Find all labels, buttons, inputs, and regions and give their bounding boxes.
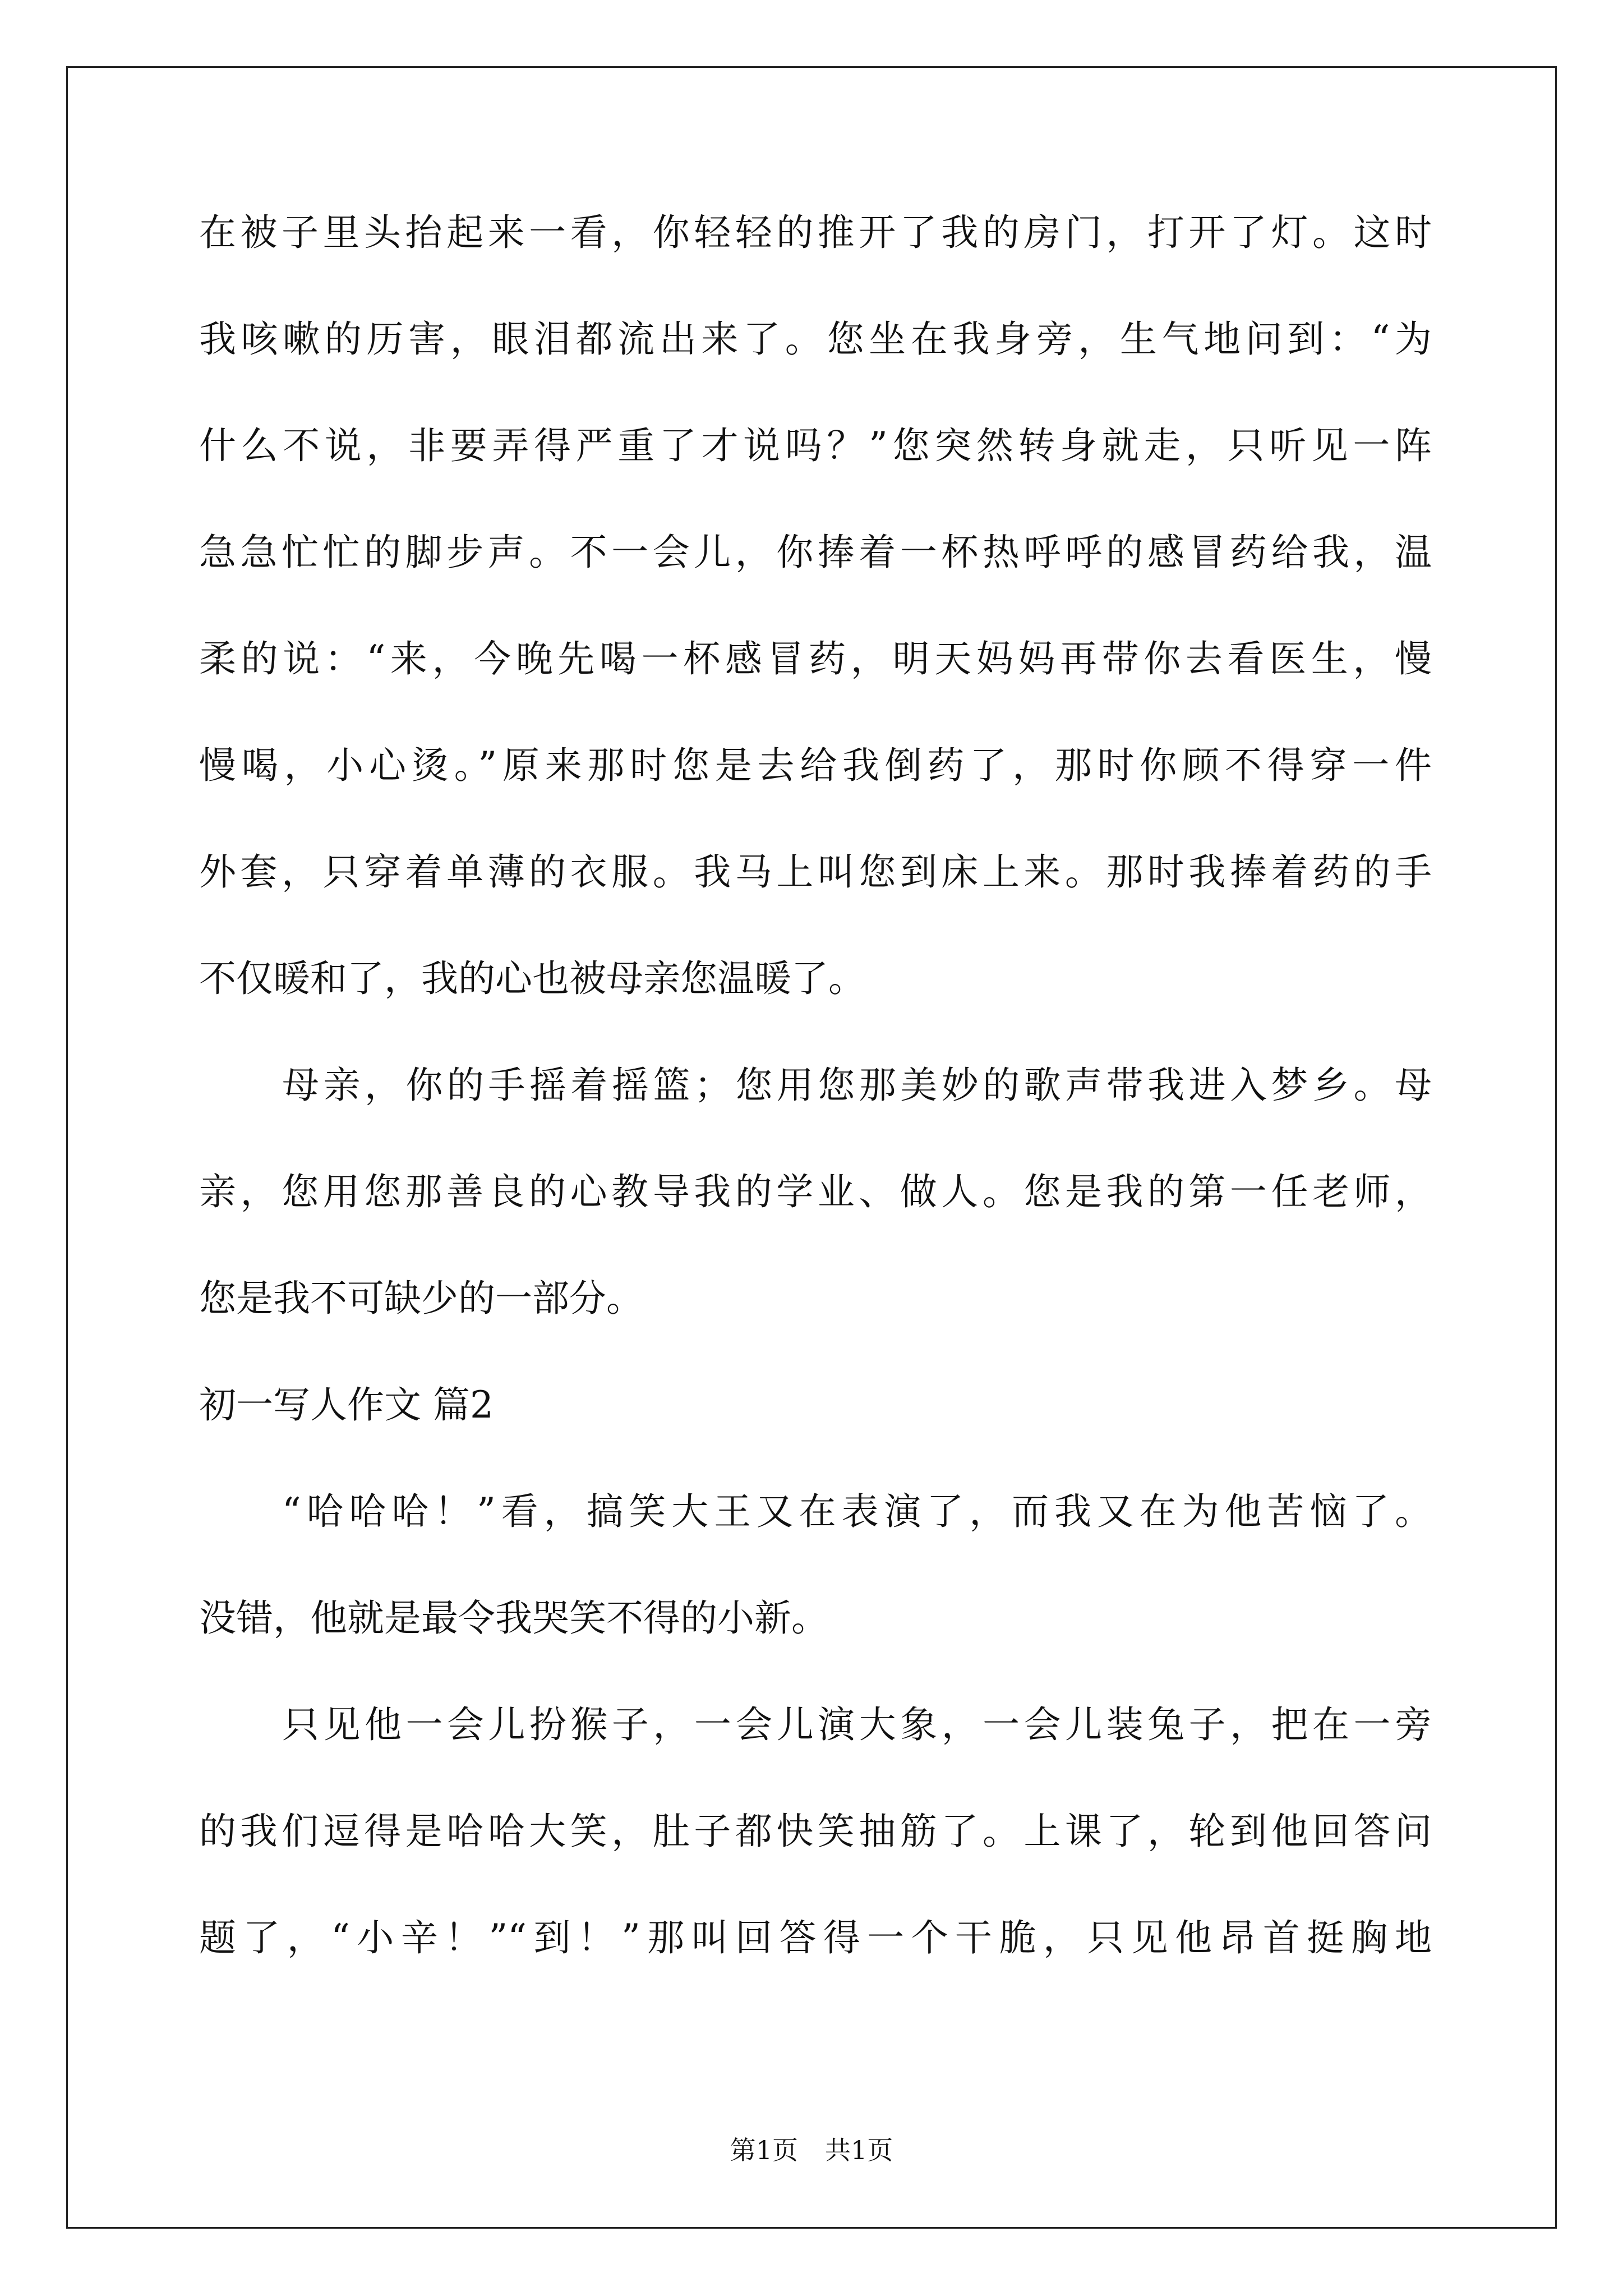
text-line: 不仅暖和了，我的心也被母亲您温暖了。 <box>199 957 865 1000</box>
text-line: 在被子里头抬起来一看，你轻轻的推开了我的房门，打开了灯。这时 <box>199 211 1432 254</box>
text-line: 外套，只穿着单薄的衣服。我马上叫您到床上来。那时我捧着药的手 <box>199 850 1432 894</box>
text-line: 没错，他就是最令我哭笑不得的小新。 <box>199 1596 828 1640</box>
text-line: 题了，“小辛！”“到！”那叫回答得一个干脆，只见他昂首挺胸地 <box>199 1916 1432 1959</box>
text-line: 我咳嗽的历害，眼泪都流出来了。您坐在我身旁，生气地问到：“为 <box>199 318 1432 361</box>
section-heading: 初一写人作文 篇2 <box>199 1383 494 1427</box>
text-line: 急急忙忙的脚步声。不一会儿，你捧着一杯热呼呼的感冒药给我，温 <box>199 531 1432 574</box>
text-line: 柔的说：“来，今晚先喝一杯感冒药，明天妈妈再带你去看医生，慢 <box>199 637 1432 680</box>
page-number: 第1页 <box>730 2135 798 2165</box>
page-footer <box>0 2134 1623 2166</box>
paragraph-start: 母亲，你的手摇着摇篮；您用您那美妙的歌声带我进入梦乡。母 <box>282 1064 1432 1107</box>
text-line: 您是我不可缺少的一部分。 <box>199 1277 643 1320</box>
page-total: 共1页 <box>825 2135 893 2165</box>
text-line: 亲，您用您那善良的心教导我的学业、做人。您是我的第一任老师， <box>199 1170 1432 1213</box>
text-line: 什么不说，非要弄得严重了才说吗？”您突然转身就走，只听见一阵 <box>199 424 1432 467</box>
text-line: 慢喝，小心烫。”原来那时您是去给我倒药了，那时你顾不得穿一件 <box>199 744 1432 787</box>
paragraph-start: “哈哈哈！”看，搞笑大王又在表演了，而我又在为他苦恼了。 <box>282 1490 1432 1533</box>
page-border <box>66 66 1557 2229</box>
text-line: 的我们逗得是哈哈大笑，肚子都快笑抽筋了。上课了，轮到他回答问 <box>199 1810 1432 1853</box>
paragraph-start: 只见他一会儿扮猴子，一会儿演大象，一会儿装兔子，把在一旁 <box>282 1703 1432 1746</box>
